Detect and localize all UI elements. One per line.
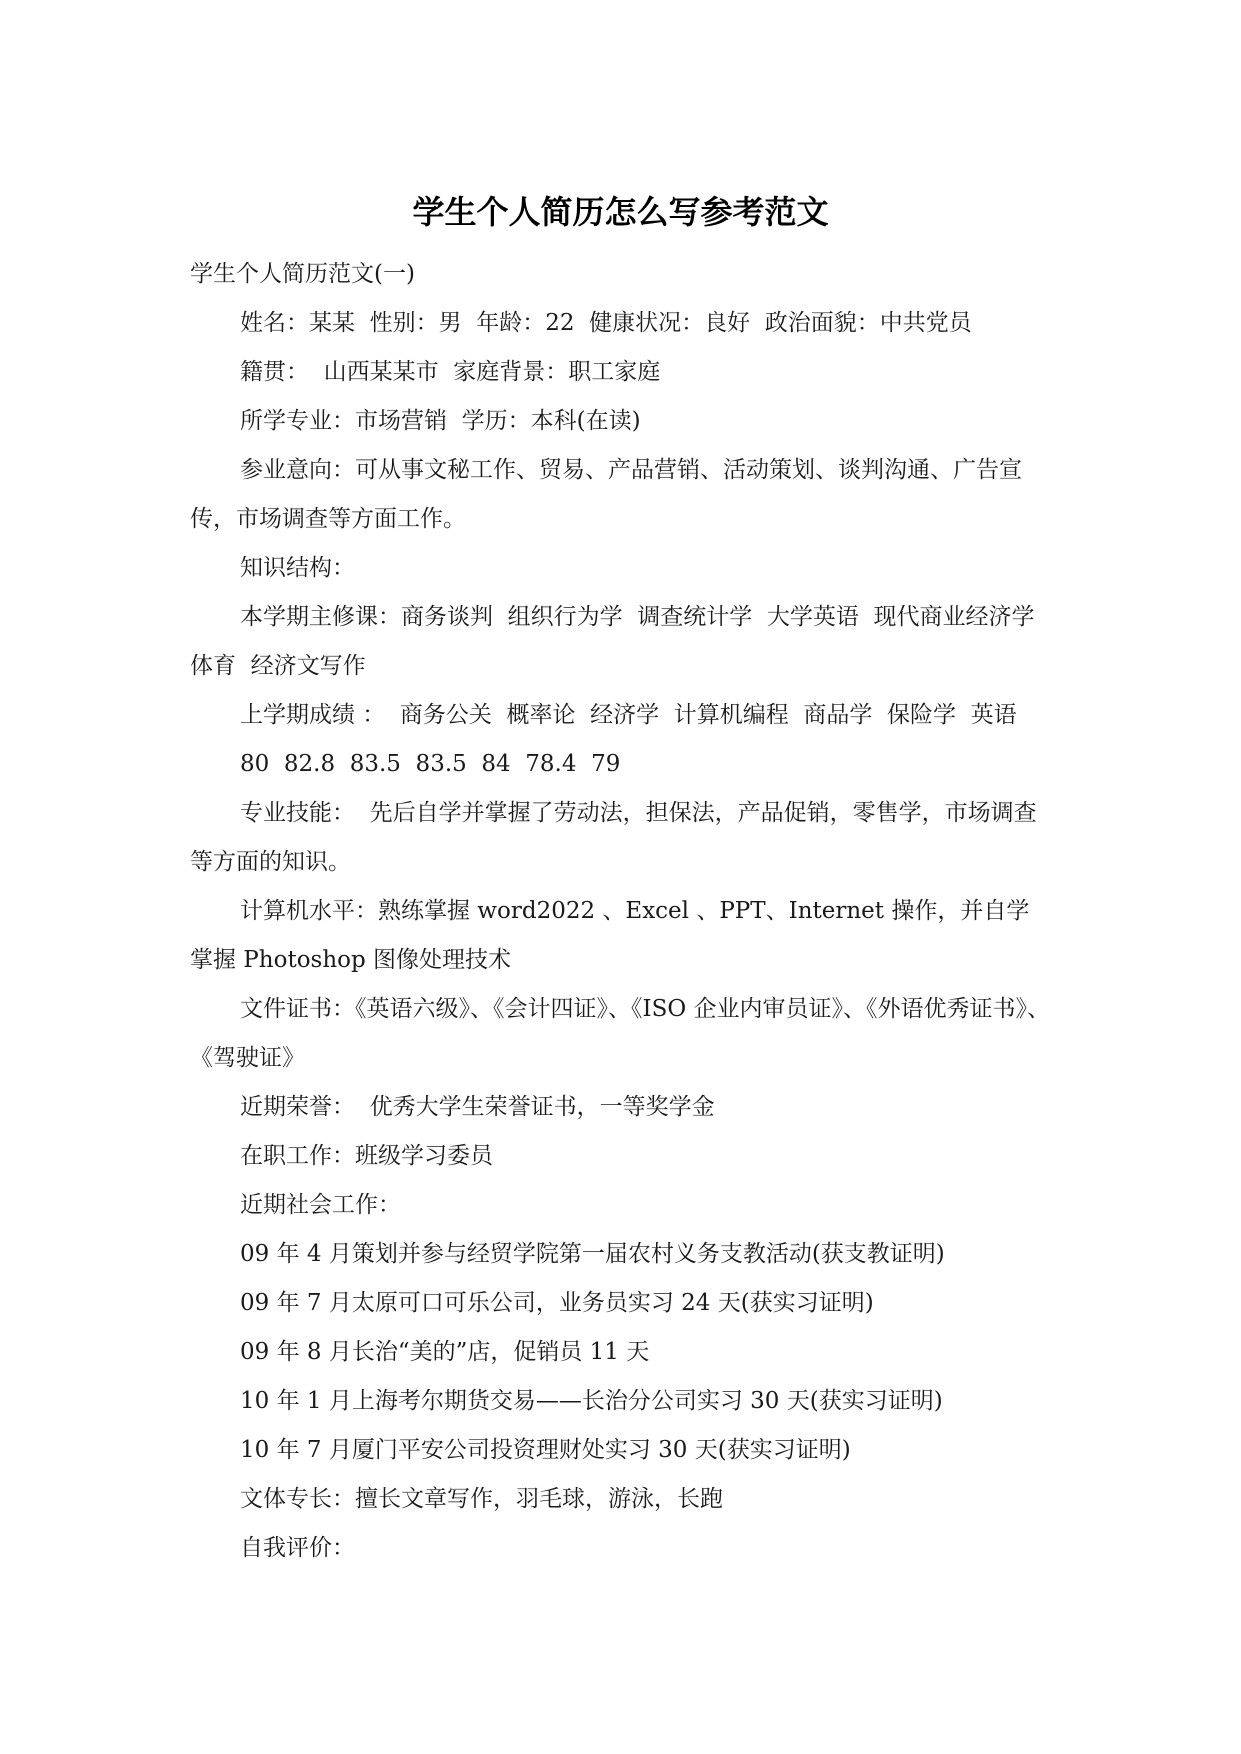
body-paragraph: 在职工作：班级学习委员: [240, 1143, 493, 1169]
body-paragraph: 参业意向：可从事文秘工作、贸易、产品营销、活动策划、谈判沟通、广告宣传，市场调查等方面工作。: [190, 457, 1022, 532]
body-paragraph: 知识结构：: [240, 555, 355, 581]
body-paragraph: 计算机水平：熟练掌握 word2022 、Excel 、PPT、Internet 操作，并自学掌握 Photoshop 图像处理技术: [190, 898, 1030, 973]
body-paragraph: 09 年 8 月长治“美的”店，促销员 11 天: [240, 1339, 650, 1365]
body-paragraph: 上学期成绩 ： 商务公关 概率论 经济学 计算机编程 商品学 保险学 英语: [240, 702, 1017, 728]
document-title: 学生个人简历怎么写参考范文: [412, 193, 829, 231]
body-paragraph: 本学期主修课：商务谈判 组织行为学 调查统计学 大学英语 现代商业经济学 体育 经济文写作: [190, 604, 1050, 679]
body-paragraph: 09 年 7 月太原可口可乐公司，业务员实习 24 天(获实习证明): [240, 1290, 874, 1316]
body-paragraph: 10 年 1 月上海考尔期货交易——长治分公司实习 30 天(获实习证明): [240, 1388, 943, 1414]
body-paragraph: 学生个人简历范文(一): [190, 261, 415, 287]
body-paragraph: 10 年 7 月厦门平安公司投资理财处实习 30 天(获实习证明): [240, 1437, 851, 1463]
body-paragraph: 籍贯： 山西某某市 家庭背景：职工家庭: [240, 359, 661, 385]
body-paragraph: 近期荣誉： 优秀大学生荣誉证书，一等奖学金: [240, 1094, 715, 1120]
body-paragraph: 近期社会工作：: [240, 1192, 401, 1218]
body-paragraph: 文体专长：擅长文章写作，羽毛球，游泳，长跑: [240, 1486, 723, 1512]
document-body: [190, 250, 1050, 1573]
body-paragraph: 姓名：某某 性别：男 年龄：22 健康状况：良好 政治面貌：中共党员: [240, 310, 972, 336]
body-paragraph: 09 年 4 月策划并参与经贸学院第一届农村义务支教活动(获支教证明): [240, 1241, 945, 1267]
body-paragraph: 文件证书：《英语六级》、《会计四证》、《ISO 企业内审员证》、《外语优秀证书》、《驾驶证》: [190, 996, 1051, 1071]
body-paragraph: 自我评价：: [240, 1535, 355, 1561]
body-paragraph: 80 82.8 83.5 83.5 84 78.4 79: [240, 751, 621, 777]
body-paragraph: 专业技能： 先后自学并掌握了劳动法，担保法，产品促销，零售学，市场调查等方面的知识。: [190, 800, 1037, 875]
body-paragraph: 所学专业：市场营销 学历：本科(在读): [240, 408, 641, 434]
